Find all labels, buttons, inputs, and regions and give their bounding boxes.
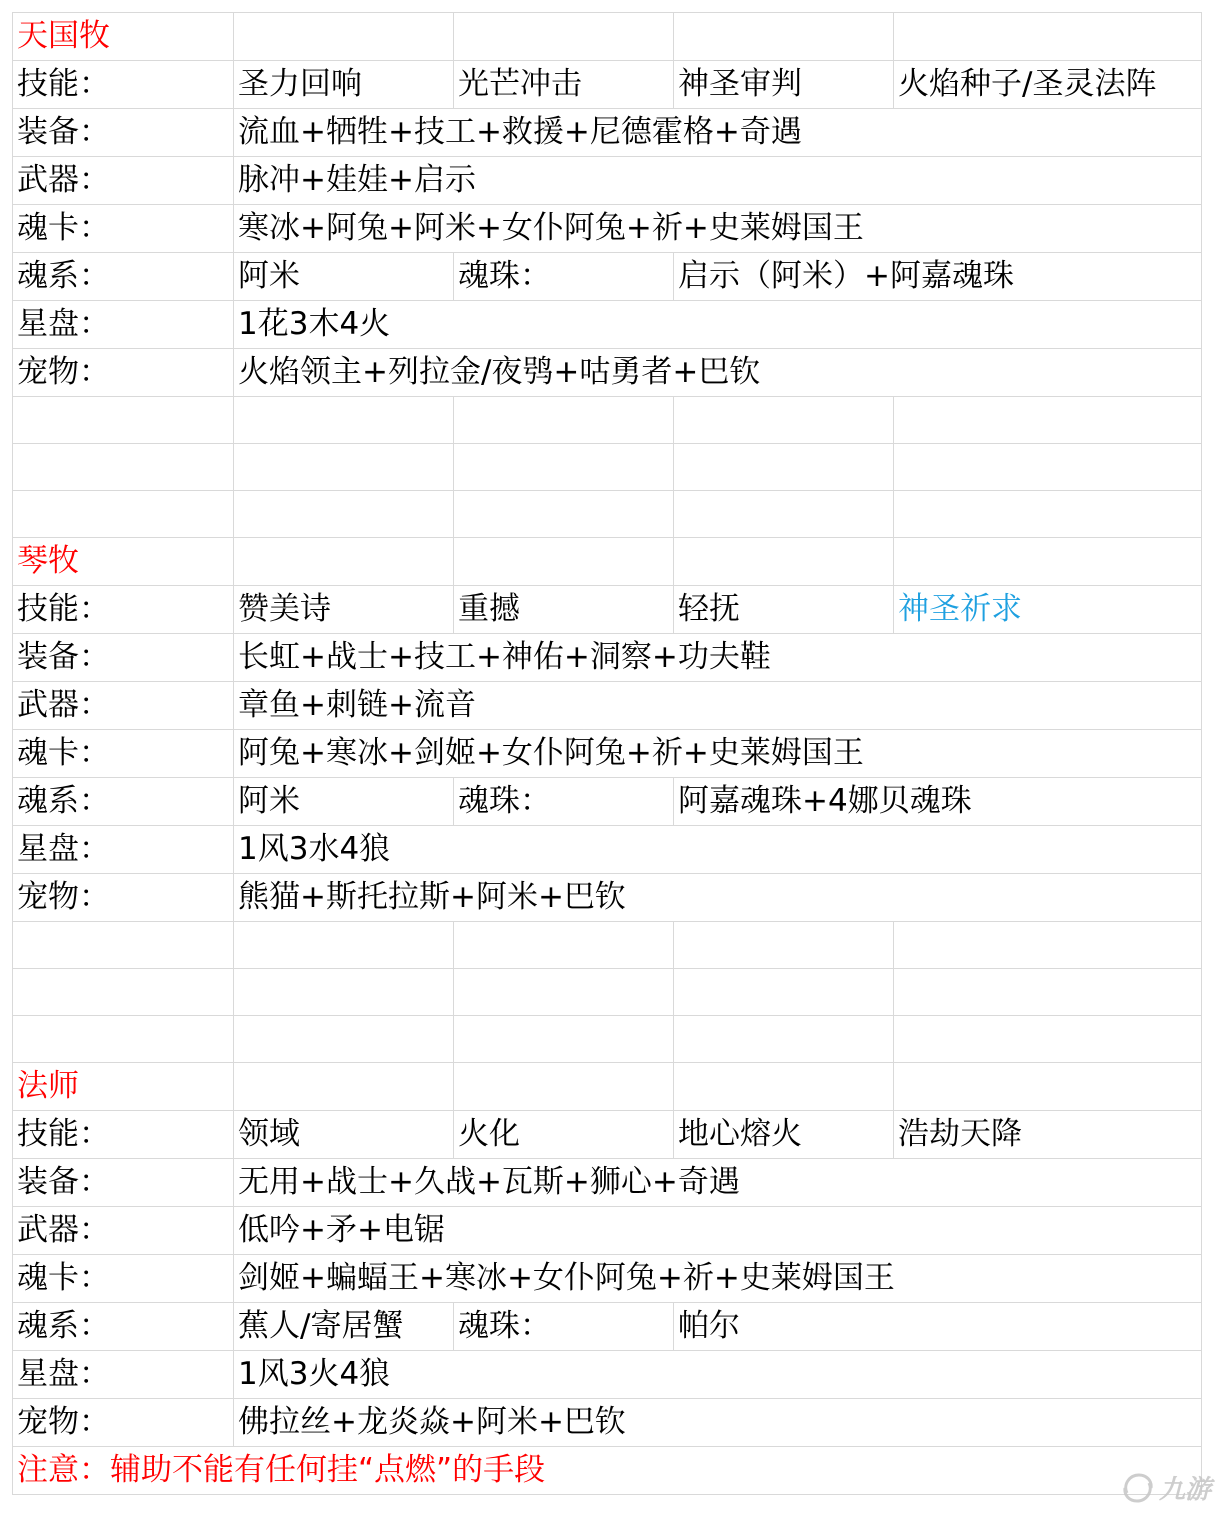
empty-row xyxy=(13,1016,1202,1063)
empty-row xyxy=(13,444,1202,491)
soul-type-row xyxy=(13,778,1202,826)
skill-cell: 火化 xyxy=(454,1111,674,1159)
soul-card-row xyxy=(13,730,1202,778)
row-label: 魂卡： xyxy=(13,730,234,778)
pet-value: 佛拉丝+龙炎焱+阿米+巴钦 xyxy=(234,1399,1202,1447)
row-label: 星盘： xyxy=(13,826,234,874)
soul-type-value: 蕉人/寄居蟹 xyxy=(234,1303,454,1351)
build-table xyxy=(12,12,1202,1495)
soul-type-value: 阿米 xyxy=(234,778,454,826)
equipment-row xyxy=(13,1159,1202,1207)
equipment-value: 长虹+战士+技工+神佑+洞察+功夫鞋 xyxy=(234,634,1202,682)
pet-row xyxy=(13,874,1202,922)
row-label: 魂系： xyxy=(13,253,234,301)
skill-cell: 轻抚 xyxy=(674,586,894,634)
equipment-value: 流血+牺牲+技工+救援+尼德霍格+奇遇 xyxy=(234,109,1202,157)
weapon-value: 脉冲+娃娃+启示 xyxy=(234,157,1202,205)
soul-card-value: 剑姬+蝙蝠王+寒冰+女仆阿兔+祈+史莱姆国王 xyxy=(234,1255,1202,1303)
weapon-row xyxy=(13,157,1202,205)
pet-row xyxy=(13,349,1202,397)
row-label: 技能： xyxy=(13,586,234,634)
skill-cell: 光芒冲击 xyxy=(454,61,674,109)
weapon-value: 低吟+矛+电锯 xyxy=(234,1207,1202,1255)
soul-card-row xyxy=(13,1255,1202,1303)
star-chart-row xyxy=(13,301,1202,349)
row-label: 宠物： xyxy=(13,874,234,922)
row-label: 魂系： xyxy=(13,1303,234,1351)
row-label: 装备： xyxy=(13,109,234,157)
skill-cell: 圣力回响 xyxy=(234,61,454,109)
pet-row xyxy=(13,1399,1202,1447)
skill-cell: 火焰种子/圣灵法阵 xyxy=(894,61,1202,109)
weapon-row xyxy=(13,1207,1202,1255)
equipment-row xyxy=(13,634,1202,682)
row-label: 武器： xyxy=(13,1207,234,1255)
row-label: 武器： xyxy=(13,682,234,730)
section-title-row xyxy=(13,538,1202,586)
row-label: 宠物： xyxy=(13,1399,234,1447)
row-label: 星盘： xyxy=(13,1351,234,1399)
section-title: 琴牧 xyxy=(13,538,234,586)
spreadsheet xyxy=(12,12,1202,1495)
weapon-value: 章鱼+刺链+流音 xyxy=(234,682,1202,730)
star-chart-value: 1花3木4火 xyxy=(234,301,1202,349)
skill-cell: 地心熔火 xyxy=(674,1111,894,1159)
row-label: 装备： xyxy=(13,1159,234,1207)
row-label: 星盘： xyxy=(13,301,234,349)
star-chart-value: 1风3水4狼 xyxy=(234,826,1202,874)
row-label: 技能： xyxy=(13,1111,234,1159)
note-text: 注意：辅助不能有任何挂“点燃”的手段 xyxy=(13,1447,1202,1495)
equipment-row xyxy=(13,109,1202,157)
empty-row xyxy=(13,969,1202,1016)
section-title-row xyxy=(13,13,1202,61)
pet-value: 火焰领主+列拉金/夜鸮+咕勇者+巴钦 xyxy=(234,349,1202,397)
section-title: 天国牧 xyxy=(13,13,234,61)
empty-row xyxy=(13,922,1202,969)
skill-cell: 赞美诗 xyxy=(234,586,454,634)
skills-row xyxy=(13,586,1202,634)
soul-bead-value: 阿嘉魂珠+4娜贝魂珠 xyxy=(674,778,1202,826)
soul-type-row xyxy=(13,253,1202,301)
empty-row xyxy=(13,397,1202,444)
soul-card-row xyxy=(13,205,1202,253)
skill-cell: 浩劫天降 xyxy=(894,1111,1202,1159)
soul-card-value: 阿兔+寒冰+剑姬+女仆阿兔+祈+史莱姆国王 xyxy=(234,730,1202,778)
soul-bead-label: 魂珠： xyxy=(454,778,674,826)
star-chart-row xyxy=(13,826,1202,874)
row-label: 宠物： xyxy=(13,349,234,397)
row-label: 武器： xyxy=(13,157,234,205)
skill-cell: 神圣审判 xyxy=(674,61,894,109)
soul-bead-value: 启示（阿米）+阿嘉魂珠 xyxy=(674,253,1202,301)
star-chart-value: 1风3火4狼 xyxy=(234,1351,1202,1399)
section-title-row xyxy=(13,1063,1202,1111)
watermark-text: 九游 xyxy=(1158,1475,1211,1505)
watermark-logo-icon xyxy=(1121,1471,1155,1505)
empty-row xyxy=(13,491,1202,538)
skill-cell: 领域 xyxy=(234,1111,454,1159)
soul-bead-label: 魂珠： xyxy=(454,1303,674,1351)
watermark xyxy=(1121,1469,1211,1506)
note-row xyxy=(13,1447,1202,1495)
soul-bead-value: 帕尔 xyxy=(674,1303,1202,1351)
skill-cell-highlight: 神圣祈求 xyxy=(894,586,1202,634)
equipment-value: 无用+战士+久战+瓦斯+狮心+奇遇 xyxy=(234,1159,1202,1207)
row-label: 魂卡： xyxy=(13,1255,234,1303)
row-label: 技能： xyxy=(13,61,234,109)
soul-type-value: 阿米 xyxy=(234,253,454,301)
skill-cell: 重撼 xyxy=(454,586,674,634)
pet-value: 熊猫+斯托拉斯+阿米+巴钦 xyxy=(234,874,1202,922)
row-label: 装备： xyxy=(13,634,234,682)
row-label: 魂卡： xyxy=(13,205,234,253)
weapon-row xyxy=(13,682,1202,730)
skills-row xyxy=(13,61,1202,109)
soul-bead-label: 魂珠： xyxy=(454,253,674,301)
skills-row xyxy=(13,1111,1202,1159)
section-title: 法师 xyxy=(13,1063,234,1111)
row-label: 魂系： xyxy=(13,778,234,826)
soul-type-row xyxy=(13,1303,1202,1351)
star-chart-row xyxy=(13,1351,1202,1399)
soul-card-value: 寒冰+阿兔+阿米+女仆阿兔+祈+史莱姆国王 xyxy=(234,205,1202,253)
